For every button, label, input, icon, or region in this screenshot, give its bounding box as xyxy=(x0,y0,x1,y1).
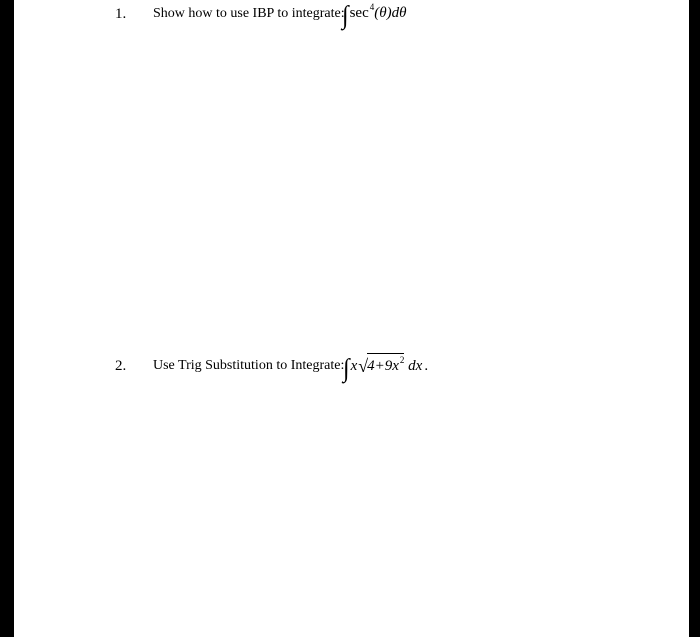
differential: dx xyxy=(408,358,423,374)
integral-expression xyxy=(342,1,407,31)
problem-1 xyxy=(14,0,689,40)
factor-x: x xyxy=(350,358,358,374)
radicand xyxy=(367,353,404,375)
problem-prompt: Show how to use IBP to integrate: xyxy=(153,6,345,21)
radical-sign: √ xyxy=(358,356,369,376)
problem-prompt: Use Trig Substitution to Integrate: xyxy=(153,358,345,373)
integral-expression xyxy=(343,353,429,384)
function-argument: (θ) xyxy=(374,5,392,21)
trailing-period: . xyxy=(424,358,429,374)
integral-sign: ∫ xyxy=(342,1,349,31)
exponent: 4 xyxy=(369,2,375,12)
problem-number: 1. xyxy=(115,6,127,22)
integral-sign: ∫ xyxy=(343,354,350,384)
problem-number: 2. xyxy=(115,358,127,374)
radicand-exponent: 2 xyxy=(399,355,405,365)
differential: dθ xyxy=(391,5,407,21)
worksheet-page xyxy=(14,0,689,637)
sec-function: sec xyxy=(349,5,369,21)
square-root xyxy=(358,353,404,377)
radicand-base: 4+9x xyxy=(367,358,399,374)
problem-2 xyxy=(14,343,689,383)
